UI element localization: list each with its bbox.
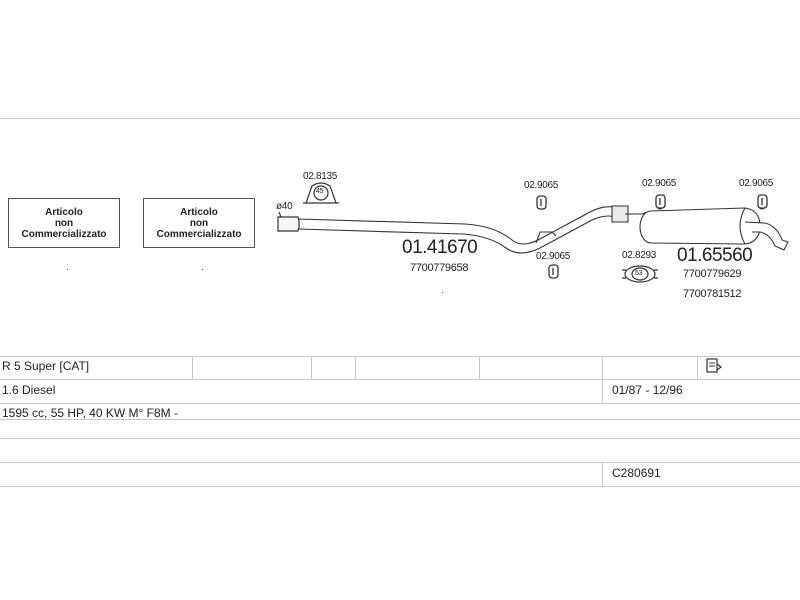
front-pipe-stub <box>278 212 299 231</box>
rear-silencer <box>625 203 788 250</box>
rubber-hanger-icon <box>537 196 546 209</box>
part-rear-silencer-oem-2: 7700781512 <box>683 288 742 300</box>
not-sold-line2: non <box>54 217 74 229</box>
part-clamp-top-code[interactable]: 02.8135 <box>303 171 338 182</box>
rubber-hanger-icon <box>758 195 767 208</box>
not-sold-dot-2: . <box>201 262 204 273</box>
diameter-label: ø40 <box>276 201 293 212</box>
part-rear-silencer-code[interactable]: 01.65560 <box>677 245 753 266</box>
catalog-code: C280691 <box>612 466 661 480</box>
clamp-top-badge: 45 <box>316 188 324 195</box>
part-hanger-a-code[interactable]: 02.9065 <box>524 180 559 191</box>
document-arrow-icon[interactable] <box>706 358 722 374</box>
not-sold-line2: non <box>189 217 209 229</box>
rubber-hanger-icon <box>549 265 558 278</box>
vehicle-period: 01/87 - 12/96 <box>612 383 683 397</box>
vehicle-model: R 5 Super [CAT] <box>2 359 90 373</box>
part-hanger-d-code[interactable]: 02.9065 <box>739 178 774 189</box>
not-sold-line3: Commercializzato <box>21 228 107 240</box>
part-hanger-c-code[interactable]: 02.9065 <box>642 178 677 189</box>
rubber-hanger-icon <box>656 195 665 208</box>
part-clamp-rear-code[interactable]: 02.8293 <box>622 250 657 261</box>
mid-pipe-dot: . <box>441 285 444 296</box>
part-mid-pipe-code[interactable]: 01.41670 <box>402 237 478 258</box>
part-mid-pipe-oem: 7700779658 <box>410 262 469 274</box>
not-sold-line1: Articolo <box>180 206 218 218</box>
part-hanger-b-code[interactable]: 02.9065 <box>536 251 571 262</box>
not-sold-line1: Articolo <box>45 206 83 218</box>
not-sold-dot-1: . <box>66 262 69 273</box>
clamp-rear-badge: 53 <box>635 270 643 277</box>
not-sold-line3: Commercializzato <box>156 228 242 240</box>
vehicle-engine: 1.6 Diesel <box>2 383 56 397</box>
vehicle-specs: 1595 cc, 55 HP, 40 KW M° F8M - <box>2 406 178 420</box>
part-rear-silencer-oem-1: 7700779629 <box>683 268 742 280</box>
